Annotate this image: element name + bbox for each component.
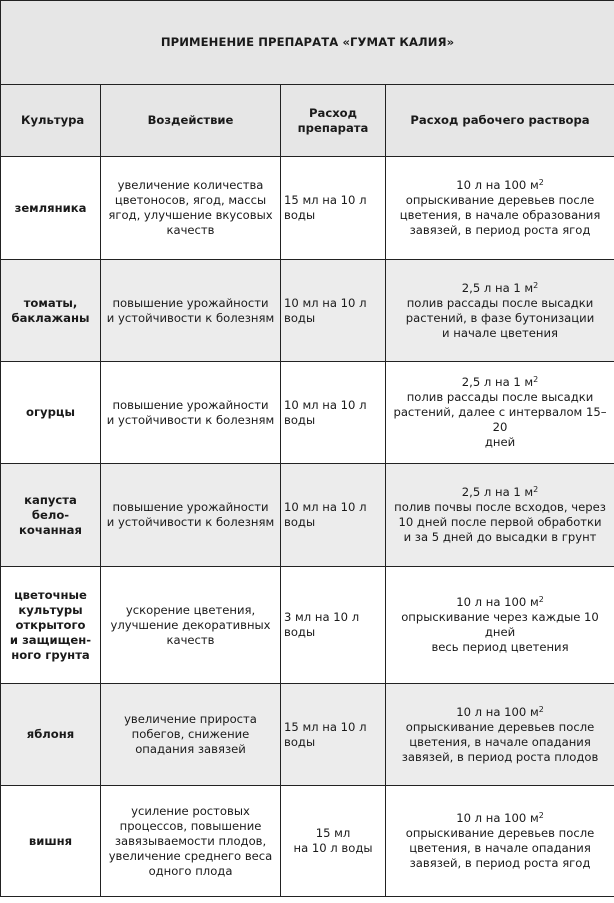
dose-line: 10 мл на 10 л <box>284 500 367 514</box>
solution-line: растений, в фазе бутонизации <box>405 310 595 325</box>
crop-line: открытого <box>15 617 86 632</box>
solution-amount-unit-power: 2 <box>538 178 544 187</box>
dose-line: воды <box>284 625 316 639</box>
effect-line: улучшение декоративных <box>110 617 271 632</box>
solution-amount-text: 10 л на 100 м <box>456 178 539 192</box>
solution-cell <box>386 464 614 567</box>
crop-line: капуста бело- <box>24 492 77 522</box>
effect-line: цветоносов, ягод, массы <box>114 193 267 207</box>
solution-line: опрыскивание через каждые 10 дней <box>401 610 599 639</box>
dose-line: на 10 л воды <box>293 841 373 855</box>
crop-line: кочанная <box>19 522 82 537</box>
table-row <box>1 567 614 684</box>
solution-line: и начале цветения <box>442 325 558 340</box>
dose-line: 15 мл на 10 л <box>284 719 367 734</box>
solution-cell <box>386 157 614 260</box>
effect-line: побегов, снижение <box>131 727 250 741</box>
dose-cell <box>281 786 386 897</box>
solution-line: опрыскивание деревьев после <box>405 719 595 734</box>
table-row <box>1 362 614 464</box>
table-row <box>1 260 614 362</box>
solution-amount <box>389 705 611 720</box>
solution-amount <box>389 595 611 610</box>
solution-amount-text: 10 л на 100 м <box>456 595 539 609</box>
effect-line: увеличение среднего веса <box>108 848 273 863</box>
dose-line: воды <box>284 310 316 325</box>
dose-cell <box>281 362 386 464</box>
effect-cell <box>101 464 281 567</box>
solution-amount-text: 2,5 л на 1 м <box>461 375 534 389</box>
effect-line: увеличение прироста <box>124 712 257 726</box>
effect-line: процессов, повышение <box>119 818 262 833</box>
dose-line: 10 мл на 10 л <box>284 295 367 310</box>
dose-line: воды <box>284 208 316 222</box>
crop-line: и защищен- <box>9 632 92 647</box>
solution-line: опрыскивание деревьев после <box>405 826 595 840</box>
crop-line: цветочные <box>14 587 87 602</box>
crop-cell <box>1 464 101 567</box>
effect-line: и устойчивости к болезням <box>106 515 275 529</box>
solution-amount <box>389 375 611 390</box>
table-row <box>1 786 614 897</box>
solution-line: полив рассады после высадки <box>406 295 594 310</box>
solution-amount <box>389 281 611 296</box>
solution-amount-unit-power: 2 <box>533 375 539 384</box>
solution-amount-unit-power: 2 <box>533 485 539 494</box>
solution-cell <box>386 684 614 786</box>
header-solution: Расход рабочего раствора <box>386 85 614 157</box>
effect-line: ускорение цветения, <box>125 602 256 617</box>
solution-amount-text: 10 л на 100 м <box>456 811 539 825</box>
table-title: ПРИМЕНЕНИЕ ПРЕПАРАТА «ГУМАТ КАЛИЯ» <box>1 1 614 85</box>
solution-line: 10 дней после первой обработки <box>398 515 602 529</box>
crop-cell <box>1 260 101 362</box>
effect-line: опадания завязей <box>135 742 246 756</box>
solution-cell <box>386 260 614 362</box>
effect-cell <box>101 260 281 362</box>
solution-amount-text: 2,5 л на 1 м <box>461 280 534 295</box>
solution-amount-unit-power: 2 <box>533 280 539 290</box>
effect-line: увеличение количества <box>117 178 264 192</box>
solution-cell <box>386 786 614 897</box>
table-row <box>1 464 614 567</box>
effect-cell <box>101 157 281 260</box>
header-dose-line: препарата <box>297 120 369 135</box>
crop-line: яблоня <box>26 727 75 741</box>
effect-line: повышение урожайности <box>112 295 269 310</box>
effect-line: усиление ростовых <box>131 803 250 818</box>
dose-cell <box>281 260 386 362</box>
solution-amount <box>389 811 611 826</box>
crop-line: вишня <box>28 833 73 848</box>
table-row <box>1 684 614 786</box>
dose-line: 10 мл на 10 л <box>284 397 367 412</box>
effect-line: повышение урожайности <box>112 500 269 514</box>
solution-amount-text: 10 л на 100 м <box>456 704 539 719</box>
crop-line: баклажаны <box>11 310 90 325</box>
effect-cell <box>101 362 281 464</box>
solution-line: цветения, в начале опадания <box>409 841 591 855</box>
dose-line: 3 мл на 10 л <box>284 610 360 624</box>
dose-line: воды <box>284 734 316 749</box>
effect-line: ягод, улучшение вкусовых <box>108 208 273 222</box>
solution-amount-unit-power: 2 <box>538 811 544 820</box>
table-body <box>1 157 614 897</box>
effect-line: одного плода <box>148 863 233 878</box>
crop-line: ного грунта <box>11 647 90 662</box>
dose-cell <box>281 157 386 260</box>
effect-line: качеств <box>166 632 215 647</box>
dose-line: воды <box>284 515 316 529</box>
effect-line: и устойчивости к болезням <box>106 412 275 427</box>
table-row <box>1 157 614 260</box>
crop-line: культуры <box>18 602 83 617</box>
dose-cell <box>281 684 386 786</box>
header-dose-line: Расход <box>309 105 357 120</box>
header-effect: Воздействие <box>101 85 281 157</box>
effect-cell <box>101 567 281 684</box>
solution-amount <box>389 178 611 193</box>
solution-amount <box>389 485 611 500</box>
solution-amount-unit-power: 2 <box>538 595 544 604</box>
crop-line: земляника <box>14 200 87 215</box>
solution-line: и за 5 дней до высадки в грунт <box>403 530 597 544</box>
solution-amount-unit-power: 2 <box>538 704 544 714</box>
effect-cell <box>101 684 281 786</box>
solution-line: полив почвы после всходов, через <box>394 500 606 514</box>
effect-cell <box>101 786 281 897</box>
solution-line: весь период цветения <box>431 640 569 654</box>
effect-line: завязываемости плодов, <box>114 833 267 848</box>
crop-cell <box>1 362 101 464</box>
solution-line: растений, далее с интервалом 15–20 <box>393 405 607 434</box>
crop-line: огурцы <box>26 405 75 419</box>
dose-cell <box>281 464 386 567</box>
dose-line: 15 мл на 10 л <box>284 193 367 207</box>
header-crop: Культура <box>1 85 101 157</box>
header-dose <box>281 85 386 157</box>
solution-line: дней <box>484 435 516 449</box>
crop-line: томаты, <box>23 295 78 310</box>
dose-cell <box>281 567 386 684</box>
crop-cell <box>1 157 101 260</box>
solution-amount-text: 2,5 л на 1 м <box>461 485 534 499</box>
effect-line: и устойчивости к болезням <box>106 310 275 325</box>
solution-cell <box>386 362 614 464</box>
solution-line: завязей, в период роста ягод <box>409 856 591 870</box>
crop-cell <box>1 567 101 684</box>
solution-line: цветения, в начале опадания <box>409 734 591 749</box>
solution-line: цветения, в начале образования <box>399 208 601 222</box>
solution-line: полив рассады после высадки <box>406 390 594 404</box>
crop-cell <box>1 684 101 786</box>
effect-line: качеств <box>166 223 215 237</box>
solution-line: завязей, в период роста плодов <box>401 749 599 764</box>
dose-line: воды <box>284 412 316 427</box>
effect-line: повышение урожайности <box>112 397 269 412</box>
dose-line: 15 мл <box>315 826 351 840</box>
crop-cell <box>1 786 101 897</box>
solution-line: завязей, в период роста ягод <box>409 223 591 237</box>
solution-line: опрыскивание деревьев после <box>405 193 595 207</box>
solution-cell <box>386 567 614 684</box>
